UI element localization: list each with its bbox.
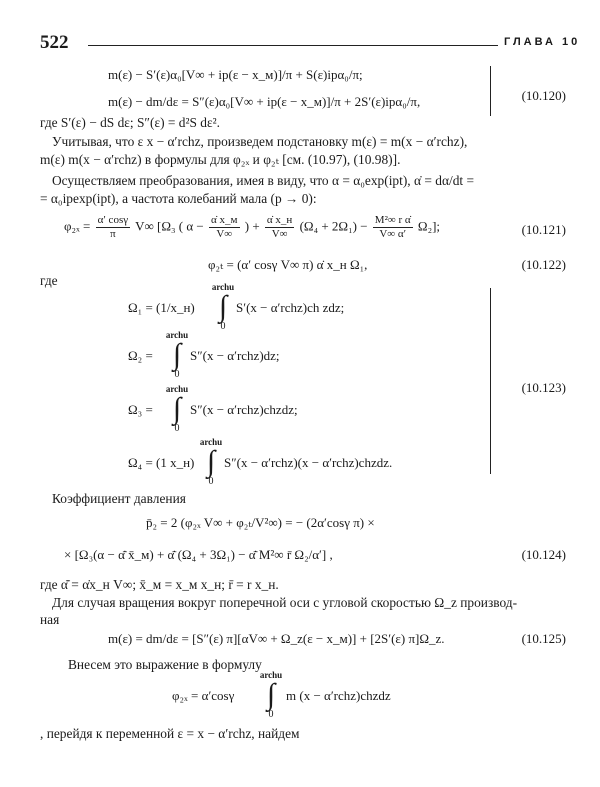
chapter-label: ГЛАВА 10	[504, 36, 581, 48]
final-eq-lhs: φ₂ₓ = α′cosγ	[172, 688, 235, 703]
eq-10-123-tag: (10.123)	[521, 380, 566, 395]
eq-10-122-tag: (10.122)	[521, 257, 566, 272]
eq-10-120-line1: m(ε) − S′(ε)α₀[V∞ + ip(ε − x_м)]/π + S(ε)ipα₀/π;	[108, 67, 363, 82]
eq-10-121: φ₂ₓ = $\frac{\alpha' \cos\gamma}{\pi}$ V∞ [Ω₃ ( α − $\frac{\alphȧ x\_м}{V\infty}$ ) + $\frac{\alphȧ x\_н}{V\infty}$ (Ω₄ + 2Ω₁) − $\frac{\text{M²∞ r α̇}}{V\infty \alpha'}$ Ω₂];	[64, 214, 441, 240]
paragraph-2-line-2: = α₀ipexp(ipt), а частота колебаний мала (p → 0):	[40, 191, 317, 206]
omega-1-rhs: S′(x − α′rchz)ch zdz;	[236, 300, 345, 315]
omega-3-rhs: S″(x − α′rchz)chzdz;	[190, 402, 298, 417]
fraction: $\frac{\alpha' \cos\gamma}{\pi}$	[97, 214, 129, 240]
integral-sign: archu ∫ 0	[211, 282, 235, 332]
paragraph-1-line-1: Учитывая, что ε x − α′rchz, произведем подстановку m(ε) = m(x − α′rchz),	[52, 134, 468, 149]
eq-10-120-line2: m(ε) − dm/dε = S″(ε)α₀[V∞ + ip(ε − x_м)]/π + 2S′(ε)ipα₀/π,	[108, 94, 421, 109]
final-eq-rhs: m (x − α′rchz)chzdz	[286, 688, 391, 703]
fraction: $\frac{\alphȧ x\_н}{V\infty}$	[266, 214, 293, 240]
integral-sign: archu ∫ 0	[165, 384, 189, 434]
where-text-3: где α̇̄ = α̇x_н V∞; x̄_м = x_м x_н; r̄ = r x_н.	[40, 577, 279, 592]
fraction: $\frac{\alphȧ x\_м}{V\infty}$	[211, 214, 238, 240]
eq-10-124-line2: × [Ω₃(α − α̇̄ x̄_м) + α̇̄ (Ω₄ + 3Ω₁) − α̇̄ M²∞ r̄ Ω₂/α′] ,	[64, 547, 333, 562]
integral-sign: archu ∫ 0	[199, 437, 223, 487]
paragraph-3-line-2: ная	[40, 612, 60, 627]
eq-10-121-lhs: φ₂ₓ =	[64, 218, 91, 234]
omega-1-lhs: Ω₁ = (1/x_н)	[128, 300, 195, 315]
omega-2-rhs: S″(x − α′rchz)dz;	[190, 348, 280, 363]
paragraph-3-line-1: Для случая вращения вокруг поперечной оси с угловой скоростью Ω_z производ-	[52, 595, 518, 610]
paragraph-1-line-2: m(ε) m(x − α′rchz) в формулы для φ₂ₓ и φ₂ₜ [см. (10.97), (10.98)].	[40, 152, 401, 167]
where-text-1: где S′(ε) − dS dε; S″(ε) = d²S dε².	[40, 115, 220, 130]
brace-10-123	[484, 288, 491, 474]
integral-sign: archu ∫ 0	[259, 670, 283, 720]
omega-4-rhs: S″(x − α′rchz)(x − α′rchz)chzdz.	[224, 455, 393, 470]
last-line: , перейдя к переменной ε = x − α′rchz, найдем	[40, 726, 300, 741]
eq-10-122: φ₂ₜ = (α′ cosγ V∞ π) α̇ x_н Ω₁,	[208, 257, 368, 272]
omega-3-lhs: Ω₃ =	[128, 402, 153, 417]
eq-10-125-tag: (10.125)	[521, 631, 566, 646]
header-rule	[88, 45, 498, 46]
paragraph-4: Внесем это выражение в формулу	[68, 657, 262, 672]
fraction: $\frac{\text{M²∞ r α̇}}{V\infty \alpha'}$	[374, 214, 411, 240]
eq-10-124-line1: p̄₂ = 2 (φ₂ₓ V∞ + φ₂ₜ/V²∞) = − (2α′cosγ π) ×	[146, 515, 375, 530]
eq-10-124-tag: (10.124)	[521, 547, 566, 562]
omega-4-lhs: Ω₄ = (1 x_н)	[128, 455, 195, 470]
paragraph-2-line-1: Осуществляем преобразования, имея в виду, что α = α₀exp(ipt), α̇ = dα/dt =	[52, 173, 475, 188]
eq-10-125: m(ε) = dm/dε = [S″(ε) π][αV∞ + Ω_z(ε − x_м)] + [2S′(ε) π]Ω_z.	[108, 631, 445, 646]
integral-sign: archu ∫ 0	[165, 330, 189, 380]
omega-2-lhs: Ω₂ =	[128, 348, 153, 363]
brace-10-120	[484, 66, 491, 116]
page-number: 522	[40, 32, 69, 53]
eq-10-120-tag: (10.120)	[521, 88, 566, 103]
where-text-2: где	[40, 273, 58, 288]
pressure-label: Коэффициент давления	[52, 491, 186, 506]
eq-10-121-tag: (10.121)	[521, 222, 566, 237]
